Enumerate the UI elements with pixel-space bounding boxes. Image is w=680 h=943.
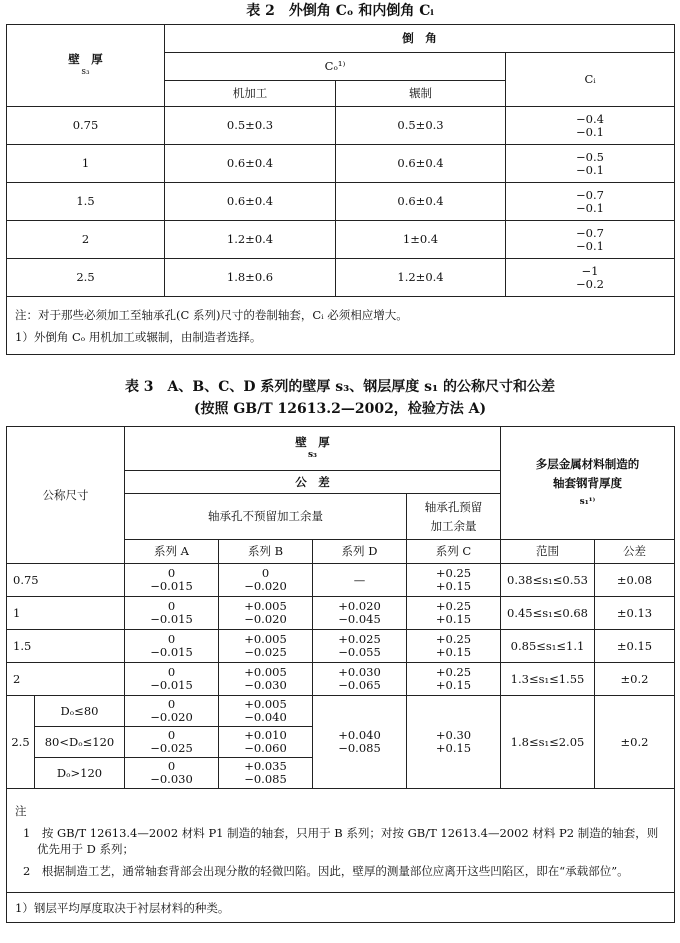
t3-tol2-header: 公差 bbox=[595, 540, 675, 564]
t3-cell-tol: ±0.13 bbox=[595, 597, 675, 630]
t3-cell-c: +0.25 +0.15 bbox=[407, 564, 501, 597]
t2-cell-mach: 0.5±0.3 bbox=[165, 107, 336, 145]
t3-cell-b: +0.005 −0.040 bbox=[219, 696, 313, 727]
t3-cell-range: 1.8≤s₁≤2.05 bbox=[501, 696, 595, 789]
table-row bbox=[7, 564, 675, 597]
t3-cell-nominal: 1.5 bbox=[7, 630, 125, 663]
t3-cell-b: 0 −0.020 bbox=[219, 564, 313, 597]
t3-cell-c: +0.30 +0.15 bbox=[407, 696, 501, 789]
table3-caption: 表 3 A、B、C、D 系列的壁厚 s₃、钢层厚度 s₁ 的公称尺寸和公差 bbox=[124, 379, 556, 395]
t3-cell-d: +0.030 −0.065 bbox=[313, 663, 407, 696]
t3-cell-d: +0.040 −0.085 bbox=[313, 696, 407, 789]
t2-cell-mach: 1.2±0.4 bbox=[165, 221, 336, 259]
t3-tol-header: 公 差 bbox=[125, 471, 501, 494]
t3-cell-range: 0.85≤s₁≤1.1 bbox=[501, 630, 595, 663]
t3-cell-c: +0.25 +0.15 bbox=[407, 630, 501, 663]
t3-cell-c: +0.25 +0.15 bbox=[407, 663, 501, 696]
t3-cell-range: 0.38≤s₁≤0.53 bbox=[501, 564, 595, 597]
t2-wall-header: 壁 厚 s₃ bbox=[7, 25, 165, 107]
t3-allowance-header: 轴承孔预留 加工余量 bbox=[407, 494, 501, 540]
table-row bbox=[7, 663, 675, 696]
t2-cell-wall: 1.5 bbox=[7, 183, 165, 221]
t2-cell-mach: 0.6±0.4 bbox=[165, 183, 336, 221]
t3-cell-a: 0 −0.020 bbox=[125, 696, 219, 727]
t2-cell-roll: 1±0.4 bbox=[336, 221, 506, 259]
t3-cell-d: +0.020 −0.045 bbox=[313, 597, 407, 630]
table3 bbox=[6, 426, 675, 923]
t2-cell-roll: 1.2±0.4 bbox=[336, 259, 506, 297]
t2-cell-wall: 2.5 bbox=[7, 259, 165, 297]
table-row bbox=[7, 597, 675, 630]
t3-cell-a: 0 −0.015 bbox=[125, 597, 219, 630]
t3-cell-d: +0.025 −0.055 bbox=[313, 630, 407, 663]
t3-cell-tol: ±0.08 bbox=[595, 564, 675, 597]
t3-series-a-header: 系列 A bbox=[125, 540, 219, 564]
t3-cell-a: 0 −0.015 bbox=[125, 564, 219, 597]
t3-cell-range: 1.3≤s₁≤1.55 bbox=[501, 663, 595, 696]
t2-mach-header: 机加工 bbox=[165, 81, 336, 107]
t2-notes: 注：对于那些必须加工至轴承孔(C 系列)尺寸的卷制轴套，Cᵢ 必须相应增大。 1）外倒角 Cₒ 用机加工或辗制，由制造者选择。 bbox=[7, 297, 675, 355]
t2-cell-ci: −0.4 −0.1 bbox=[506, 107, 675, 145]
t3-cell-b: +0.005 −0.030 bbox=[219, 663, 313, 696]
table2 bbox=[6, 24, 675, 355]
t3-cell-b: +0.005 −0.020 bbox=[219, 597, 313, 630]
t3-nominal-header: 公称尺寸 bbox=[7, 427, 125, 564]
t3-cell-do-range: Dₒ≤80 bbox=[35, 696, 125, 727]
t3-footnote: 1）钢层平均厚度取决于衬层材料的种类。 bbox=[7, 893, 675, 923]
t2-co-header: Cₒ¹⁾ bbox=[165, 53, 506, 81]
t2-cell-roll: 0.5±0.3 bbox=[336, 107, 506, 145]
t3-cell-a: 0 −0.025 bbox=[125, 727, 219, 758]
t3-cell-b: +0.010 −0.060 bbox=[219, 727, 313, 758]
t3-series-d-header: 系列 D bbox=[313, 540, 407, 564]
t2-cell-mach: 0.6±0.4 bbox=[165, 145, 336, 183]
t2-cell-ci: −0.7 −0.1 bbox=[506, 221, 675, 259]
t3-notes: 注 1 按 GB/T 12613.4—2002 材料 P1 制造的轴套，只用于 B 系列；对按 GB/T 12613.4—2002 材料 P2 制造的轴套，则优先用于 D 系列； 2 根据制造工艺，通常轴套背部会出现分散的轻微凹陷。因此，壁厚的测量部位应离开这些凹陷区，即在“承载部位”。 bbox=[7, 789, 675, 893]
t3-cell-a: 0 −0.030 bbox=[125, 758, 219, 789]
table-row bbox=[7, 259, 675, 297]
t2-cell-wall: 2 bbox=[7, 221, 165, 259]
t2-cell-ci: −1 −0.2 bbox=[506, 259, 675, 297]
table-row bbox=[7, 145, 675, 183]
t3-cell-tol: ±0.2 bbox=[595, 696, 675, 789]
t3-cell-nominal: 0.75 bbox=[7, 564, 125, 597]
t2-cell-mach: 1.8±0.6 bbox=[165, 259, 336, 297]
t2-ci-header: Cᵢ bbox=[506, 53, 675, 107]
t3-cell-a: 0 −0.015 bbox=[125, 630, 219, 663]
t3-range-header: 范围 bbox=[501, 540, 595, 564]
t2-cell-wall: 1 bbox=[7, 145, 165, 183]
t3-multilayer-header: 多层金属材料制造的 轴套钢背厚度 s₁¹⁾ bbox=[501, 427, 675, 540]
t3-cell-do-range: Dₒ>120 bbox=[35, 758, 125, 789]
t3-cell-a: 0 −0.015 bbox=[125, 663, 219, 696]
table3-caption-sub: (按照 GB/T 12613.2—2002，检验方法 A) bbox=[193, 401, 487, 417]
t2-chamfer-header: 倒 角 bbox=[165, 25, 675, 53]
t2-cell-roll: 0.6±0.4 bbox=[336, 145, 506, 183]
t2-cell-ci: −0.7 −0.1 bbox=[506, 183, 675, 221]
t3-cell-nominal: 2.5 bbox=[7, 696, 35, 789]
t3-cell-tol: ±0.15 bbox=[595, 630, 675, 663]
t2-roll-header: 辗制 bbox=[336, 81, 506, 107]
t3-cell-b: +0.005 −0.025 bbox=[219, 630, 313, 663]
table-row bbox=[7, 221, 675, 259]
table2-caption: 表 2 外倒角 Cₒ 和内倒角 Cᵢ bbox=[246, 3, 434, 19]
t3-wall-header: 壁 厚 s₃ bbox=[125, 427, 501, 471]
t3-cell-nominal: 1 bbox=[7, 597, 125, 630]
t2-cell-wall: 0.75 bbox=[7, 107, 165, 145]
t3-no-allowance-header: 轴承孔不预留加工余量 bbox=[125, 494, 407, 540]
table-row bbox=[7, 696, 675, 727]
t3-cell-do-range: 80<Dₒ≤120 bbox=[35, 727, 125, 758]
t3-cell-c: +0.25 +0.15 bbox=[407, 597, 501, 630]
t3-cell-range: 0.45≤s₁≤0.68 bbox=[501, 597, 595, 630]
t3-series-c-header: 系列 C bbox=[407, 540, 501, 564]
t3-series-b-header: 系列 B bbox=[219, 540, 313, 564]
table-row bbox=[7, 630, 675, 663]
table-row bbox=[7, 183, 675, 221]
table-row bbox=[7, 107, 675, 145]
t2-cell-roll: 0.6±0.4 bbox=[336, 183, 506, 221]
t3-cell-d: — bbox=[313, 564, 407, 597]
t2-cell-ci: −0.5 −0.1 bbox=[506, 145, 675, 183]
t3-cell-tol: ±0.2 bbox=[595, 663, 675, 696]
t3-cell-b: +0.035 −0.085 bbox=[219, 758, 313, 789]
t3-cell-nominal: 2 bbox=[7, 663, 125, 696]
